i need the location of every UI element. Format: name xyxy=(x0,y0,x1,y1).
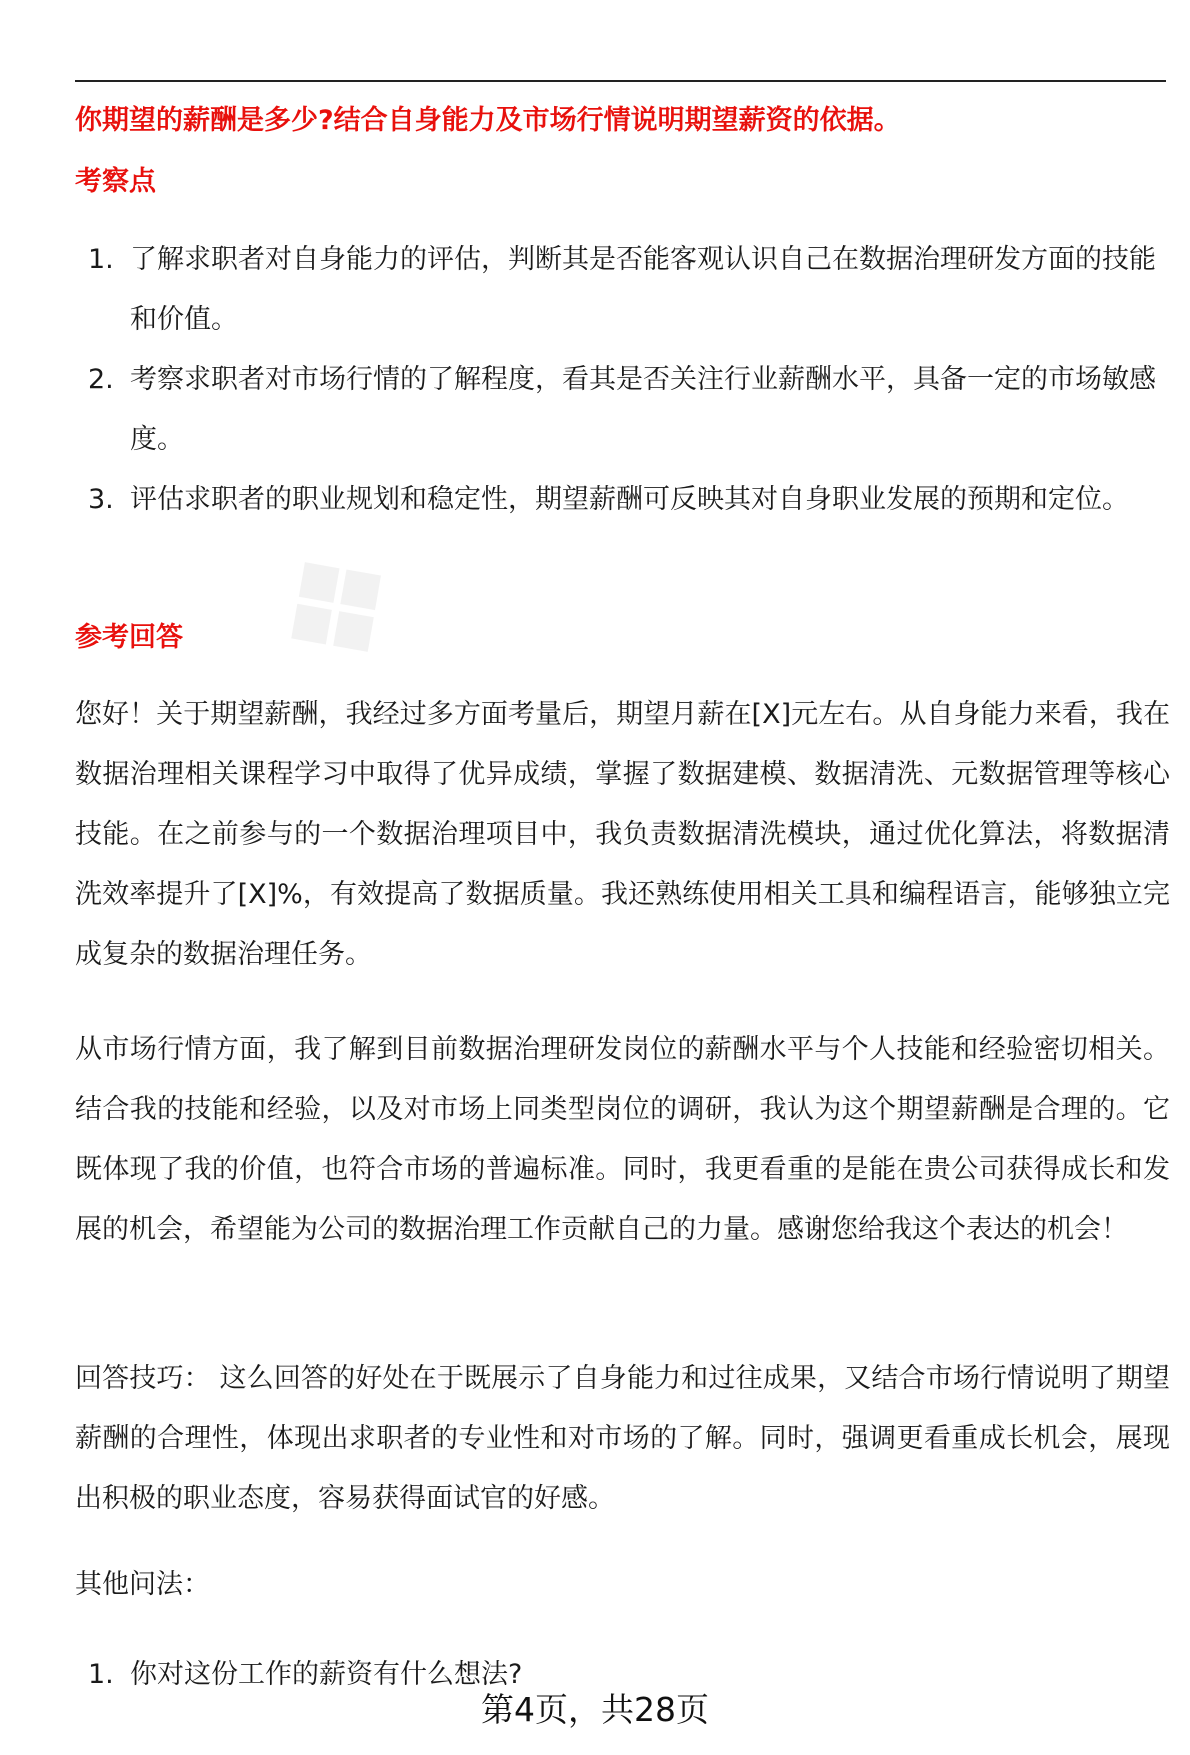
list-item-text: 你对这份工作的薪资有什么想法? xyxy=(130,1659,523,1690)
watermark: ❖ xyxy=(233,494,452,720)
list-item-text: 评估求职者的职业规划和稳定性，期望薪酬可反映其对自身职业发展的预期和定位。 xyxy=(130,484,1129,515)
examination-points-heading: 考察点 xyxy=(75,166,156,197)
list-item-text: 了解求职者对自身能力的评估，判断其是否能客观认识自己在数据治理研发方面的技能和价值。 xyxy=(130,244,1156,335)
list-number: 1. xyxy=(88,1659,114,1690)
answer-paragraph: 从市场行情方面，我了解到目前数据治理研发岗位的薪酬水平与个人技能和经验密切相关。结合我的技能和经验，以及对市场上同类型岗位的调研，我认为这个期望薪酬是合理的。它既体现了我的价值，也符合市场的普遍标准。同时，我更看重的是能在贵公司获得成长和发展的机会，希望能为公司的数据治理工作贡献自己的力量。感谢您给我这个表达的机会！ xyxy=(75,1034,1170,1245)
list-item xyxy=(75,470,1170,530)
list-item xyxy=(75,230,1170,350)
page-footer: 第4页，共28页 xyxy=(481,1690,709,1729)
question-title: 你期望的薪酬是多少?结合自身能力及市场行情说明期望薪资的依据。 xyxy=(75,105,901,136)
list-item-text: 考察求职者对市场行情的了解程度，看其是否关注行业薪酬水平，具备一定的市场敏感度。 xyxy=(130,364,1156,455)
list-item xyxy=(75,350,1170,470)
list-number: 3. xyxy=(88,484,114,515)
answer-paragraph: 您好！关于期望薪酬，我经过多方面考量后，期望月薪在[X]元左右。从自身能力来看，我在数据治理相关课程学习中取得了优异成绩，掌握了数据建模、数据清洗、元数据管理等核心技能。在之前参与的一个数据治理项目中，我负责数据清洗模块，通过优化算法，将数据清洗效率提升了[X]%，有效提高了数据质量。我还熟练使用相关工具和编程语言，能够独立完成复杂的数据治理任务。 xyxy=(75,699,1170,970)
top-rule xyxy=(75,80,1166,82)
other-questions-heading: 其他问法： xyxy=(75,1569,210,1600)
answer-tips-paragraph: 回答技巧： 这么回答的好处在于既展示了自身能力和过往成果，又结合市场行情说明了期望薪酬的合理性，体现出求职者的专业性和对市场的了解。同时，强调更看重成长机会，展现出积极的职业态度，容易获得面试官的好感。 xyxy=(75,1363,1170,1514)
list-number: 2. xyxy=(88,364,114,395)
list-number: 1. xyxy=(88,244,114,275)
reference-answer-heading: 参考回答 xyxy=(75,622,183,653)
examination-points-list xyxy=(75,230,1170,530)
